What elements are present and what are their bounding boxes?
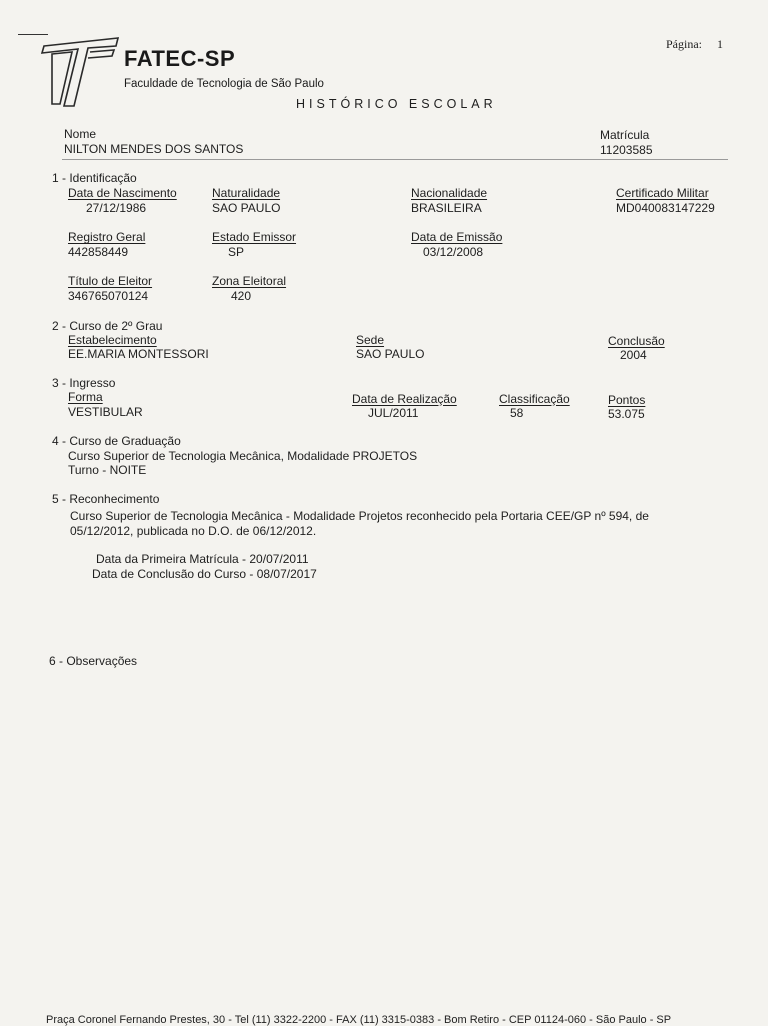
sede-value: SAO PAULO	[356, 347, 425, 361]
conclusao-curso: Data de Conclusão do Curso - 08/07/2017	[92, 567, 317, 581]
titulo-eleitor-value: 346765070124	[68, 289, 149, 303]
section-6-heading: 6 - Observações	[49, 654, 138, 668]
pontos-label: Pontos	[608, 393, 646, 407]
forma-value: VESTIBULAR	[68, 405, 143, 419]
section-5-heading: 5 - Reconhecimento	[52, 492, 160, 506]
rg-label: Registro Geral	[68, 230, 146, 244]
footer-address: Praça Coronel Fernando Prestes, 30 - Tel (11) 3322-2200 - FAX (11) 3315-0383 - Bom Retiro - CEP 01124-060 - São Paulo - SP	[46, 1014, 672, 1026]
data-emissao-label: Data de Emissão	[411, 230, 503, 244]
document-title: HISTÓRICO ESCOLAR	[296, 97, 497, 111]
nacionalidade-label: Nacionalidade	[411, 186, 488, 200]
zona-eleitoral-label: Zona Eleitoral	[212, 274, 287, 288]
section-4-heading: 4 - Curso de Graduação	[52, 434, 181, 448]
estabelecimento-value: EE.MARIA MONTESSORI	[68, 347, 209, 361]
section-3-heading: 3 - Ingresso	[52, 376, 116, 390]
classificacao-value: 58	[510, 406, 524, 420]
name-label: Nome	[64, 127, 97, 141]
graduacao-curso: Curso Superior de Tecnologia Mecânica, Modalidade PROJETOS	[68, 449, 418, 463]
page-label: Página:	[666, 37, 702, 51]
estado-emissor-value: SP	[228, 245, 245, 259]
estado-emissor-label: Estado Emissor	[212, 230, 297, 244]
estabelecimento-label: Estabelecimento	[68, 333, 157, 347]
primeira-matricula: Data da Primeira Matrícula - 20/07/2011	[96, 552, 309, 566]
page-number: 1	[717, 37, 723, 51]
forma-label: Forma	[68, 390, 103, 404]
conclusao-value: 2004	[620, 348, 647, 362]
birth-value: 27/12/1986	[86, 201, 147, 215]
naturalidade-value: SAO PAULO	[212, 201, 281, 215]
data-realizacao-value: JUL/2011	[368, 406, 419, 420]
nacionalidade-value: BRASILEIRA	[411, 201, 482, 215]
header-divider	[62, 159, 728, 160]
graduacao-turno: Turno - NOITE	[68, 463, 147, 477]
institution-name: Faculdade de Tecnologia de São Paulo	[124, 78, 324, 90]
sede-label: Sede	[356, 333, 385, 347]
reconhecimento-line-1: Curso Superior de Tecnologia Mecânica - Modalidade Projetos reconhecido pela Portaria CEE/GP nº 594, de	[70, 509, 649, 523]
institution-brand: FATEC-SP	[124, 46, 236, 71]
certificado-label: Certificado Militar	[616, 186, 709, 200]
naturalidade-label: Naturalidade	[212, 186, 281, 200]
student-name: NILTON MENDES DOS SANTOS	[64, 142, 244, 156]
pontos-value: 53.075	[608, 407, 645, 421]
section-1-heading: 1 - Identificação	[52, 171, 137, 185]
conclusao-label: Conclusão	[608, 334, 665, 348]
titulo-eleitor-label: Título de Eleitor	[68, 274, 153, 288]
zona-eleitoral-value: 420	[231, 289, 252, 303]
classificacao-label: Classificação	[499, 392, 570, 406]
reconhecimento-line-2: 05/12/2012, publicada no D.O. de 06/12/2012.	[70, 524, 317, 538]
matricula-value: 11203585	[600, 143, 653, 157]
section-2-heading: 2 - Curso de 2º Grau	[52, 319, 163, 333]
data-realizacao-label: Data de Realização	[352, 392, 457, 406]
fatec-logo-icon	[30, 34, 122, 110]
birth-label: Data de Nascimento	[68, 186, 177, 200]
certificado-value: MD040083147229	[616, 201, 715, 215]
matricula-label: Matrícula	[600, 128, 650, 142]
data-emissao-value: 03/12/2008	[423, 245, 484, 259]
rg-value: 442858449	[68, 245, 129, 259]
